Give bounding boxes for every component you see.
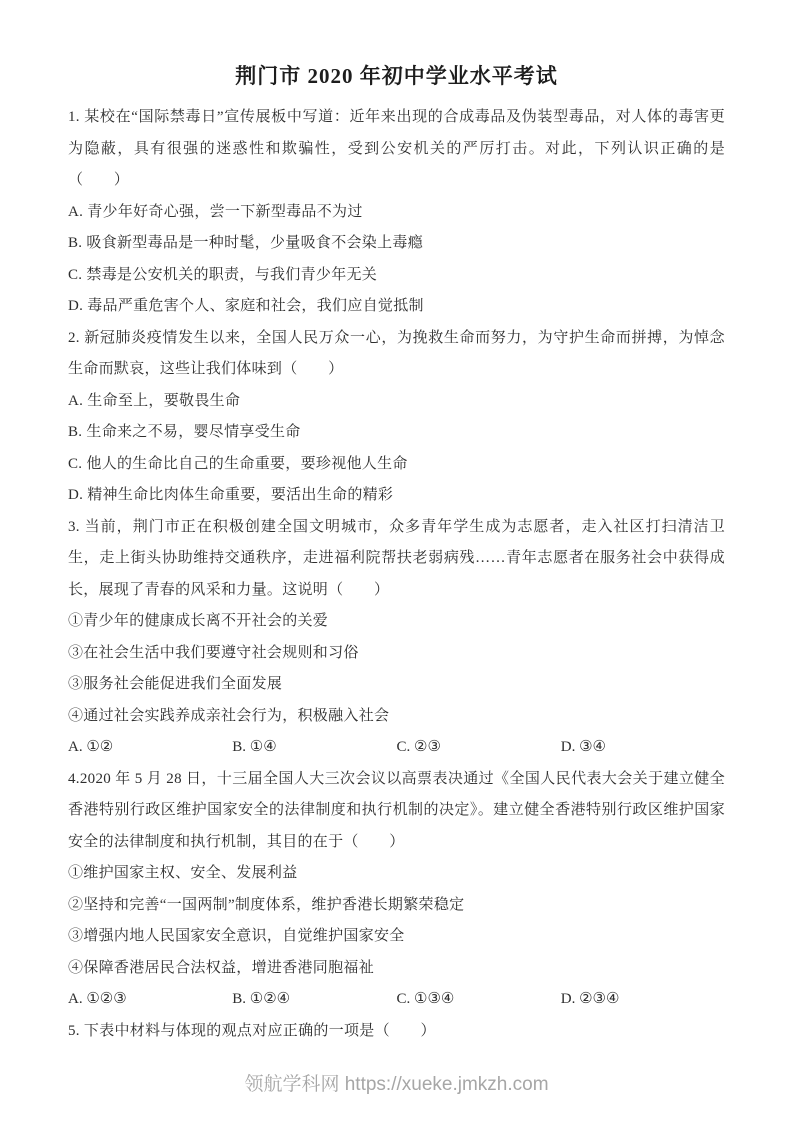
question-3-choice-d: D. ③④ <box>560 739 606 755</box>
question-4-item-3: ③增强内地人民国家安全意识，自觉维护国家安全 <box>68 928 405 944</box>
question-3-choices <box>68 732 725 764</box>
question-1-stem: 1. 某校在“国际禁毒日”宣传展板中写道：近年来出现的合成毒品及伪装型毒品，对人体的毒害更为隐蔽，具有很强的迷惑性和欺骗性，受到公安机关的严厉打击。对此，下列认识正确的是（ ） <box>68 109 725 188</box>
question-4-item-4: ④保障香港居民合法权益，增进香港同胞福祉 <box>68 959 375 976</box>
question-2-option-a: A. 生命至上，要敬畏生命 <box>68 392 241 409</box>
question-4-choice-c: C. ①③④ <box>396 991 455 1007</box>
watermark-footer: 领航学科网 https://xueke.jmkzh.com <box>244 1074 549 1095</box>
question-1-option-b: B. 吸食新型毒品是一种时髦，少量吸食不会染上毒瘾 <box>68 235 424 251</box>
question-2-stem: 2. 新冠肺炎疫情发生以来，全国人民万众一心，为挽救生命而努力，为守护生命而拼搏，为悼念生命而默哀，这些让我们体味到（ ） <box>68 329 725 377</box>
question-1 <box>68 102 725 323</box>
question-2 <box>68 323 725 512</box>
question-3 <box>68 512 725 764</box>
question-3-item-4: ④通过社会实践养成亲社会行为，积极融入社会 <box>68 707 390 724</box>
question-3-item-2: ③在社会生活中我们要遵守社会规则和习俗 <box>68 644 359 661</box>
question-3-choice-c: C. ②③ <box>396 739 441 755</box>
question-3-item-3: ③服务社会能促进我们全面发展 <box>68 676 283 692</box>
question-3-choice-b: B. ①④ <box>232 739 277 755</box>
page-title: 荆门市 2020 年初中学业水平考试 <box>235 64 558 88</box>
question-2-option-d: D. 精神生命比肉体生命重要，要活出生命的精彩 <box>68 487 394 503</box>
question-1-option-c: C. 禁毒是公安机关的职责，与我们青少年无关 <box>68 266 378 283</box>
question-2-option-c: C. 他人的生命比自己的生命重要，要珍视他人生命 <box>68 455 408 472</box>
question-1-option-a: A. 青少年好奇心强，尝一下新型毒品不为过 <box>68 203 363 220</box>
question-4 <box>68 764 725 1016</box>
question-4-choice-a: A. ①②③ <box>68 991 127 1007</box>
question-4-choice-b: B. ①②④ <box>232 991 291 1007</box>
question-5-stem: 5. 下表中材料与体现的观点对应正确的一项是（ ） <box>68 1022 436 1039</box>
question-3-choice-a: A. ①② <box>68 739 114 755</box>
question-2-option-b: B. 生命来之不易，婴尽情享受生命 <box>68 424 301 440</box>
question-3-item-1: ①青少年的健康成长离不开社会的关爱 <box>68 613 329 629</box>
question-1-option-d: D. 毒品严重危害个人、家庭和社会，我们应自觉抵制 <box>68 298 424 314</box>
question-4-item-1: ①维护国家主权、安全、发展利益 <box>68 865 298 881</box>
question-4-choices <box>68 984 725 1016</box>
question-3-stem: 3. 当前，荆门市正在积极创建全国文明城市，众多青年学生成为志愿者，走入社区打扫清洁卫生，走上街头协助维持交通秩序，走进福利院帮扶老弱病残……青年志愿者在服务社会中获得成长，展现了青春的风采和力量。这说明（ ） <box>68 518 725 598</box>
question-4-stem: 4.2020 年 5 月 28 日，十三届全国人大三次会议以高票表决通过《全国人民代表大会关于建立健全香港特别行政区维护国家安全的法律制度和执行机制的决定》。建立健全香港特别行政区维护国家安全的法律制度和执行机制，其目的在于（ ） <box>68 770 725 850</box>
question-5 <box>68 1016 725 1048</box>
question-4-choice-d: D. ②③④ <box>560 991 620 1007</box>
question-4-item-2: ②坚持和完善“一国两制”制度体系，维护香港长期繁荣稳定 <box>68 896 465 913</box>
